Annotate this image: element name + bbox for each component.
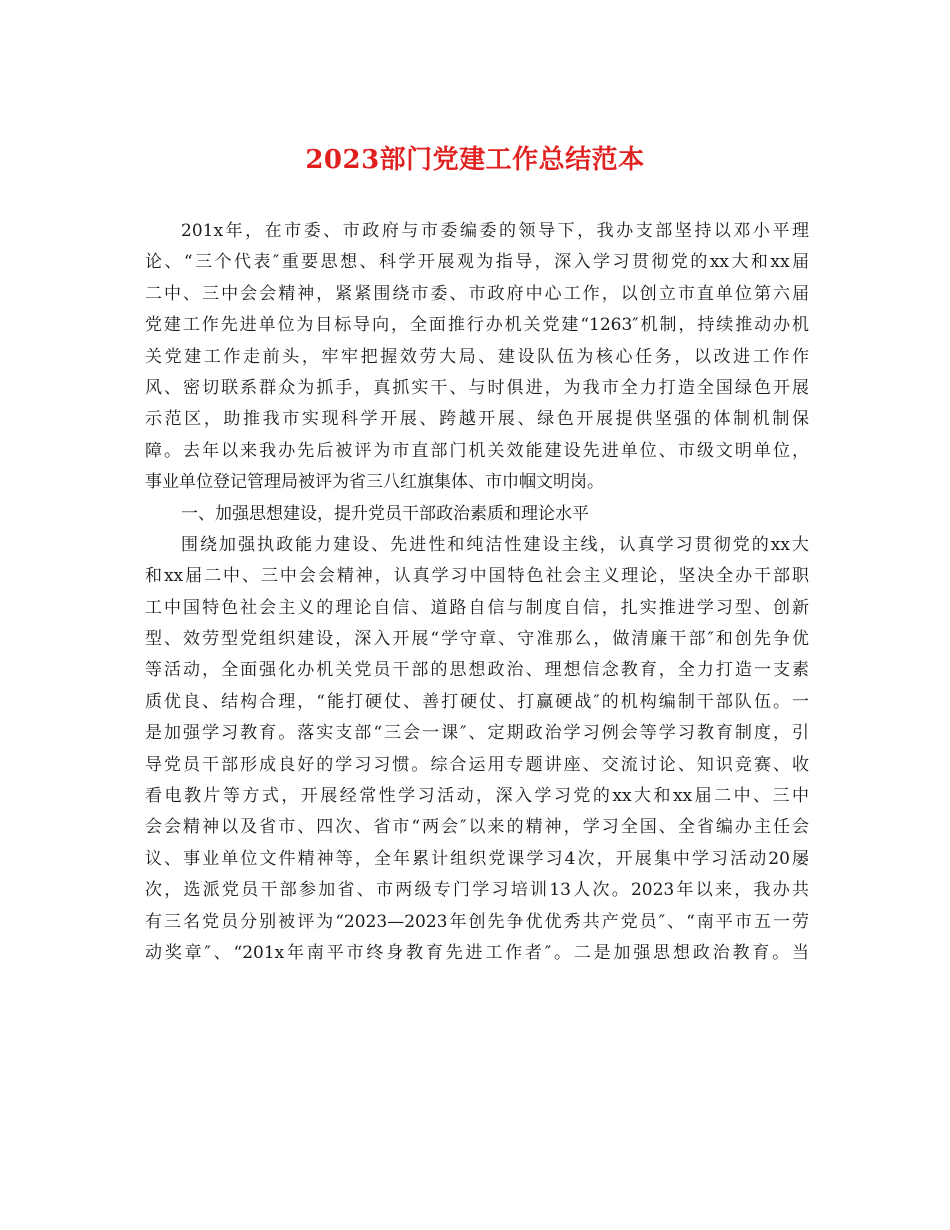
text-line: 示范区，助推我市实现科学开展、跨越开展、绿色开展提供坚强的体制机制保 xyxy=(145,409,809,430)
text-line: 看电教片等方式，开展经常性学习活动，深入学习党的xx大和xx届二中、三中 xyxy=(145,786,809,807)
text-line: 议、事业单位文件精神等，全年累计组织党课学习4次，开展集中学习活动20屡 xyxy=(145,848,809,869)
text-line: 工中国特色社会主义的理论自信、道路自信与制度自信，扎实推进学习型、创新 xyxy=(145,597,809,618)
text-line: 会会精神以及省市、四次、省市“两会″以来的精神，学习全国、全省编办主任会 xyxy=(145,817,809,838)
text-line: 一、加强思想建设，提升党员干部政治素质和理论水平 xyxy=(181,503,589,524)
text-line: 有三名党员分别被评为“2023—2023年创先争优优秀共产党员″、“南平市五一劳 xyxy=(145,911,809,932)
text-line: 二中、三中会会精神，紧紧围绕市委、市政府中心工作，以创立市直单位第六届 xyxy=(145,283,809,304)
text-line: 和xx届二中、三中会会精神，认真学习中国特色社会主义理论，坚决全办干部职 xyxy=(145,566,809,587)
text-line: 论、“三个代表″重要思想、科学开展观为指导，深入学习贯彻党的xx大和xx届 xyxy=(145,252,809,273)
text-line: 201x年，在市委、市政府与市委编委的领导下，我办支部坚持以邓小平理 xyxy=(181,221,809,241)
text-line: 事业单位登记管理局被评为省三八红旗集体、市巾帼文明岗。 xyxy=(145,472,604,493)
text-line: 导党员干部形成良好的学习习惯。综合运用专题讲座、交流讨论、知识竞赛、收 xyxy=(145,754,809,775)
document-body xyxy=(145,216,809,969)
document-title: 2023部门党建工作总结范本 xyxy=(305,145,645,175)
text-line: 质优良、结构合理，“能打硬仗、善打硬仗、打赢硬战″的机构编制干部队伍。一 xyxy=(145,691,809,712)
text-line: 动奖章″、“201x年南平市终身教育先进工作者″。二是加强思想政治教育。当 xyxy=(145,942,809,963)
text-line: 次，选派党员干部参加省、市两级专门学习培训13人次。2023年以来，我办共 xyxy=(145,880,809,901)
text-line: 风、密切联系群众为抓手，真抓实干、与时俱进，为我市全力打造全国绿色开展 xyxy=(145,377,809,398)
text-line: 党建工作先进单位为目标导向，全面推行办机关党建“1263″机制，持续推动办机 xyxy=(145,315,809,336)
text-line: 关党建工作走前头，牢牢把握效劳大局、建设队伍为核心任务，以改进工作作 xyxy=(145,346,809,367)
text-line: 障。去年以来我办先后被评为市直部门机关效能建设先进单位、市级文明单位， xyxy=(145,440,809,461)
text-line: 是加强学习教育。落实支部“三会一课″、定期政治学习例会等学习教育制度，引 xyxy=(145,723,809,744)
text-line: 等活动，全面强化办机关党员干部的思想政治、理想信念教育，全力打造一支素 xyxy=(145,660,809,681)
text-line: 型、效劳型党组织建设，深入开展“学守章、守准那么，做清廉干部″和创先争优 xyxy=(145,629,809,650)
text-line: 围绕加强执政能力建设、先进性和纯洁性建设主线，认真学习贯彻党的xx大 xyxy=(181,534,809,555)
